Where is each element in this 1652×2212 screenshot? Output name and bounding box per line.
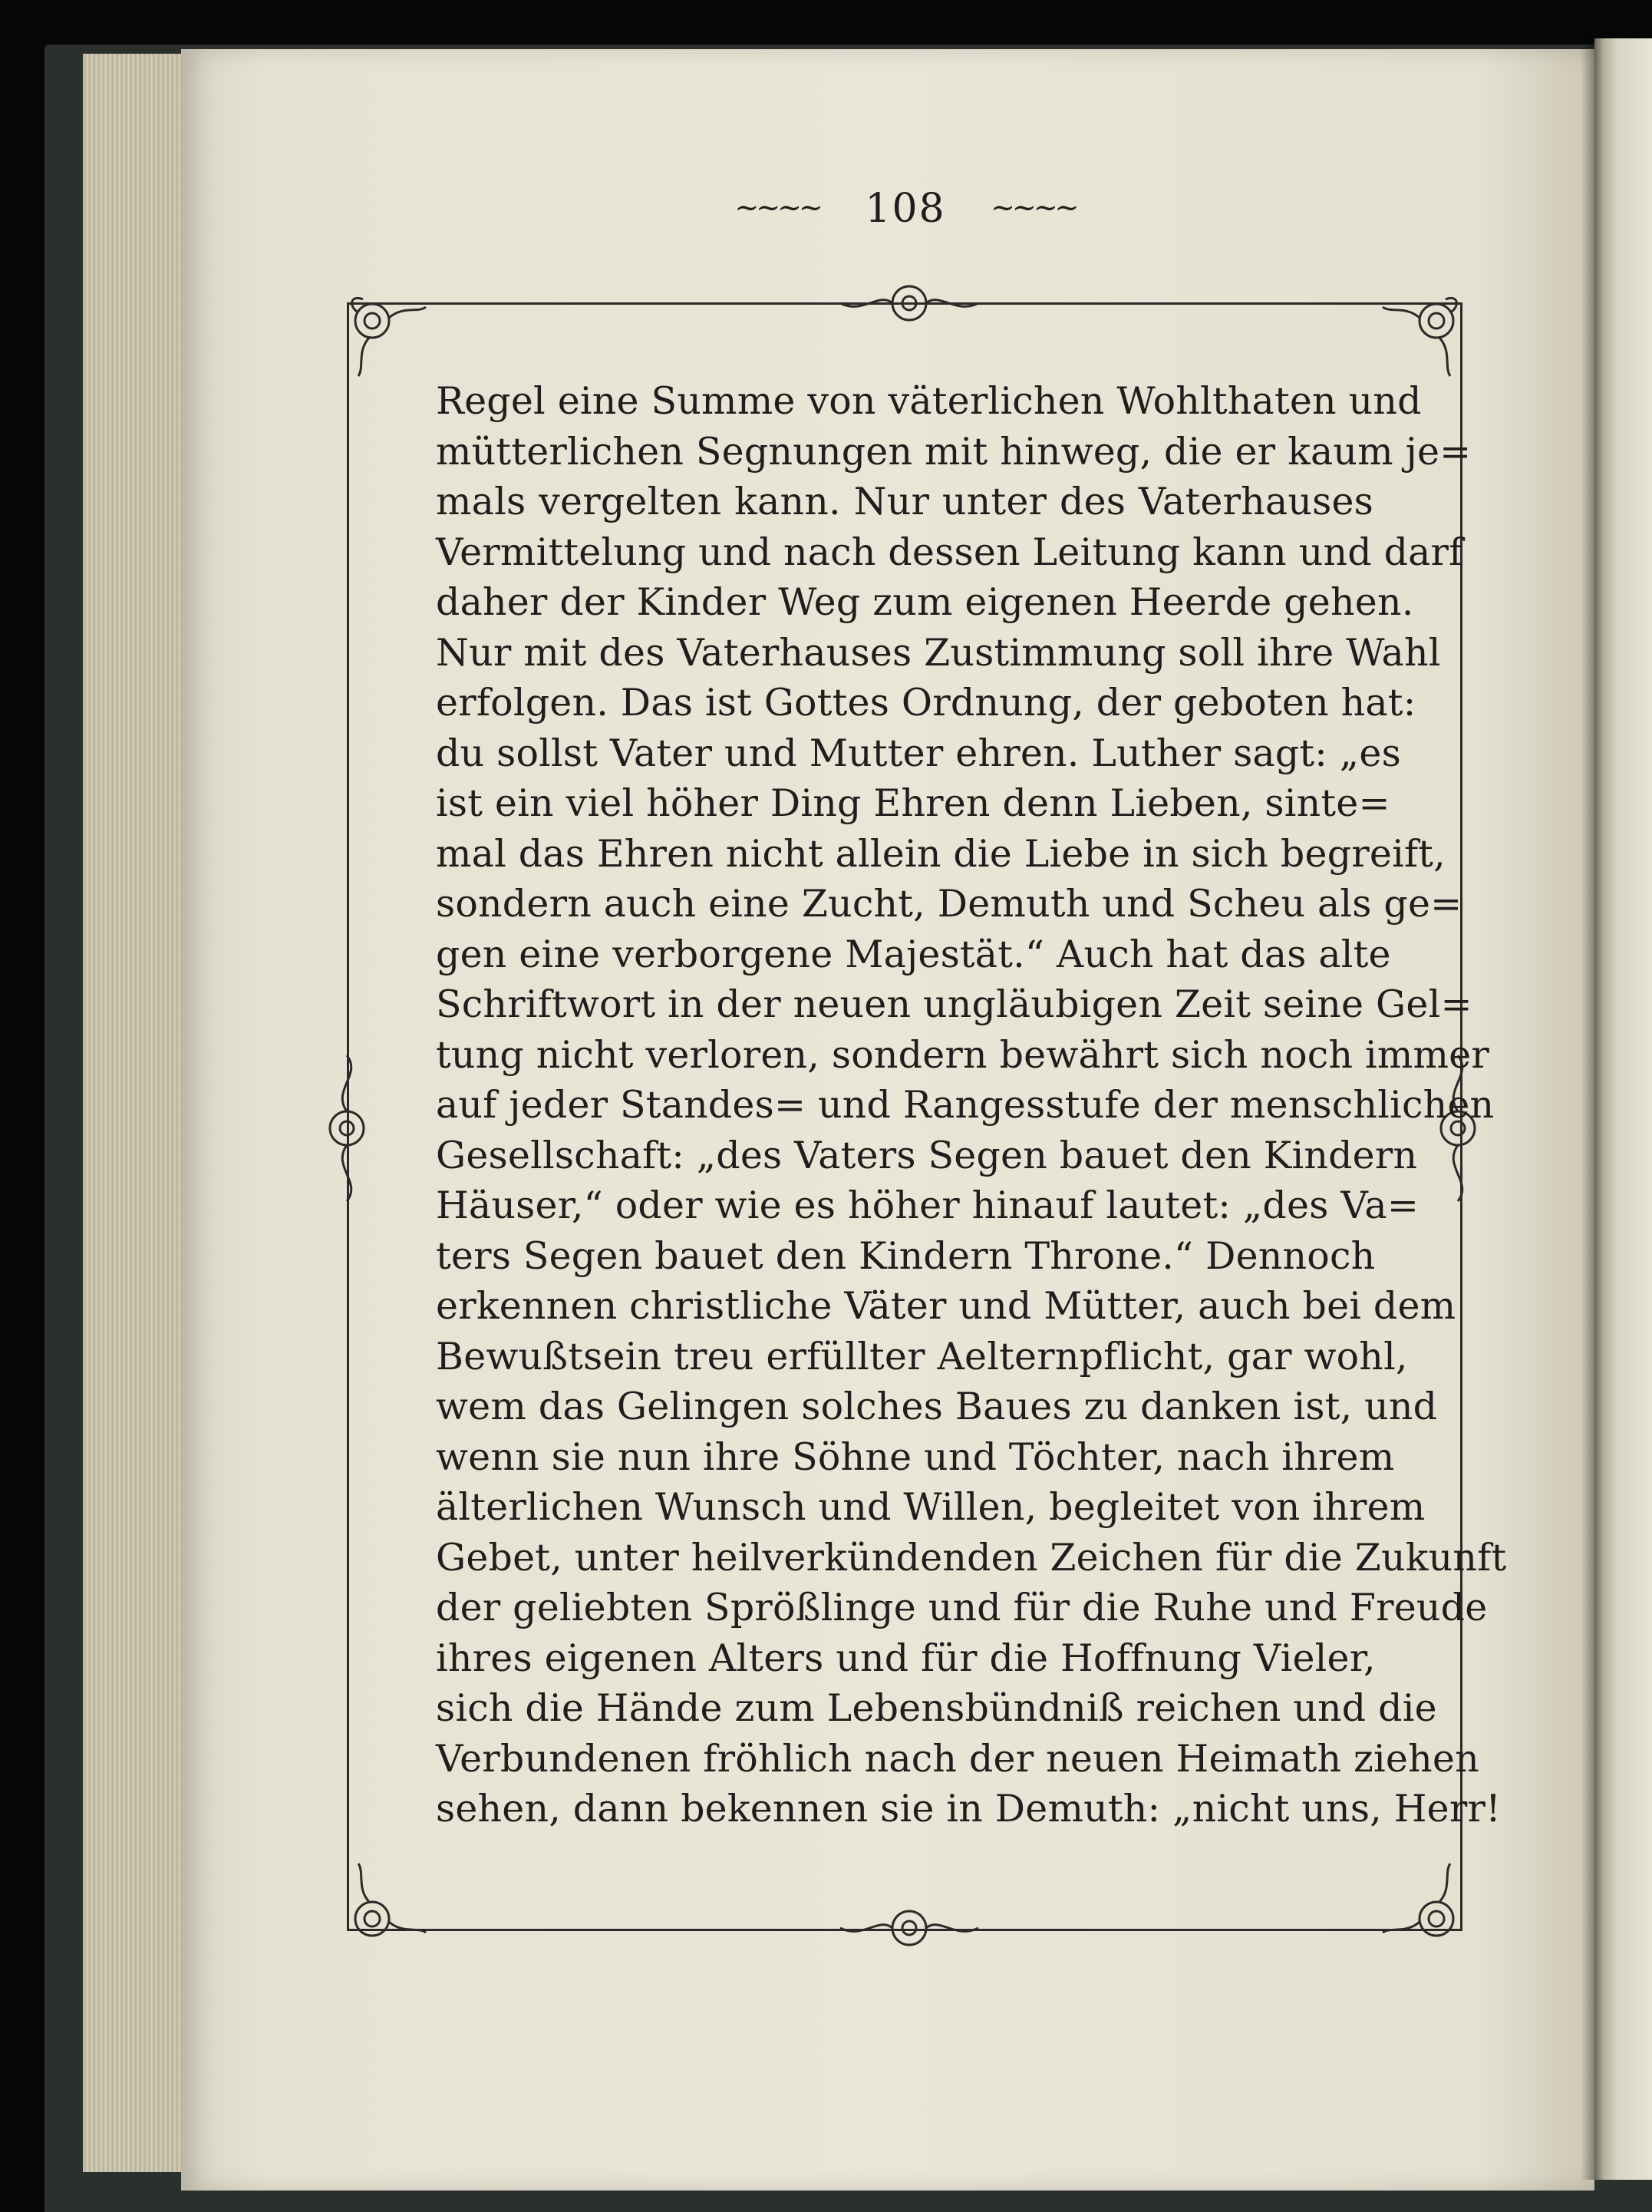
left-flourish: ~~~~ bbox=[734, 190, 820, 224]
corner-ornament-top-left-icon bbox=[341, 290, 441, 390]
corner-ornament-top-right-icon bbox=[1367, 290, 1467, 390]
text-line: ihres eigenen Alters und für die Hoffnung Vieler, bbox=[436, 1636, 1376, 1680]
text-line: Schriftwort in der neuen ungläubigen Zeit seine Gel= bbox=[436, 982, 1472, 1026]
gutter-shadow bbox=[1581, 38, 1604, 2180]
text-line: sehen, dann bekennen sie in Demuth: „nicht uns, Herr! bbox=[436, 1787, 1501, 1831]
text-line: gen eine verborgene Majestät.“ Auch hat das alte bbox=[436, 932, 1391, 976]
text-line: Nur mit des Vaterhauses Zustimmung soll ihre Wahl bbox=[436, 630, 1441, 675]
page-header bbox=[0, 186, 1652, 232]
text-line: wenn sie nun ihre Söhne und Töchter, nach ihrem bbox=[436, 1434, 1395, 1479]
text-line: sondern auch eine Zucht, Demuth und Scheu als ge= bbox=[436, 882, 1462, 926]
body-text bbox=[436, 376, 1507, 1834]
text-line: tung nicht verloren, sondern bewährt sich noch immer bbox=[436, 1032, 1489, 1077]
text-line: ist ein viel höher Ding Ehren denn Lieben, sinte= bbox=[436, 781, 1390, 825]
left-side-ornament-icon bbox=[316, 1052, 378, 1205]
text-line: Verbundenen fröhlich nach der neuen Heimath ziehen bbox=[436, 1736, 1479, 1781]
page-edges bbox=[83, 54, 184, 2172]
text-line: Gebet, unter heilverkündenden Zeichen für die Zukunft bbox=[436, 1535, 1507, 1580]
text-line: Gesellschaft: „des Vaters Segen bauet den Kindern bbox=[436, 1133, 1418, 1177]
text-line: Häuser,“ oder wie es höher hinauf lautet: „des Va= bbox=[436, 1184, 1420, 1227]
text-line: Bewußtsein treu erfüllter Aelternpflicht, gar wohl, bbox=[436, 1334, 1408, 1378]
text-line: erkennen christliche Väter und Mütter, auch bei dem bbox=[436, 1284, 1456, 1328]
text-line: sich die Hände zum Lebensbündniß reichen und die bbox=[436, 1686, 1437, 1730]
text-line: erfolgen. Das ist Gottes Ordnung, der geboten hat: bbox=[436, 681, 1416, 725]
bottom-center-ornament-icon bbox=[833, 1901, 986, 1955]
text-line: daher der Kinder Weg zum eigenen Heerde gehen. bbox=[436, 580, 1414, 624]
text-line: ters Segen bauet den Kindern Throne.“ Dennoch bbox=[436, 1233, 1376, 1278]
text-line: wem das Gelingen solches Baues zu danken ist, und bbox=[436, 1385, 1438, 1428]
text-line: auf jeder Standes= und Rangesstufe der menschlichen bbox=[436, 1083, 1495, 1127]
text-line: der geliebten Sprößlinge und für die Ruhe und Freude bbox=[436, 1586, 1488, 1629]
text-line: mütterlichen Segnungen mit hinweg, die er kaum je= bbox=[436, 429, 1472, 474]
text-line: Regel eine Summe von väterlichen Wohlthaten und bbox=[436, 379, 1422, 423]
top-center-ornament-icon bbox=[833, 276, 986, 330]
corner-ornament-bottom-left-icon bbox=[341, 1850, 441, 1950]
text-line: mal das Ehren nicht allein die Liebe in sich begreift, bbox=[436, 831, 1446, 876]
text-line: mals vergelten kann. Nur unter des Vaterhauses bbox=[436, 480, 1373, 523]
text-line: älterlichen Wunsch und Willen, begleitet von ihrem bbox=[436, 1485, 1426, 1529]
page-number: 108 bbox=[865, 186, 946, 232]
text-line: du sollst Vater und Mutter ehren. Luther sagt: „es bbox=[436, 731, 1401, 775]
corner-ornament-bottom-right-icon bbox=[1367, 1850, 1467, 1950]
right-flourish: ~~~~ bbox=[991, 190, 1077, 224]
text-line: Vermittelung und nach dessen Leitung kann und darf bbox=[436, 530, 1463, 574]
